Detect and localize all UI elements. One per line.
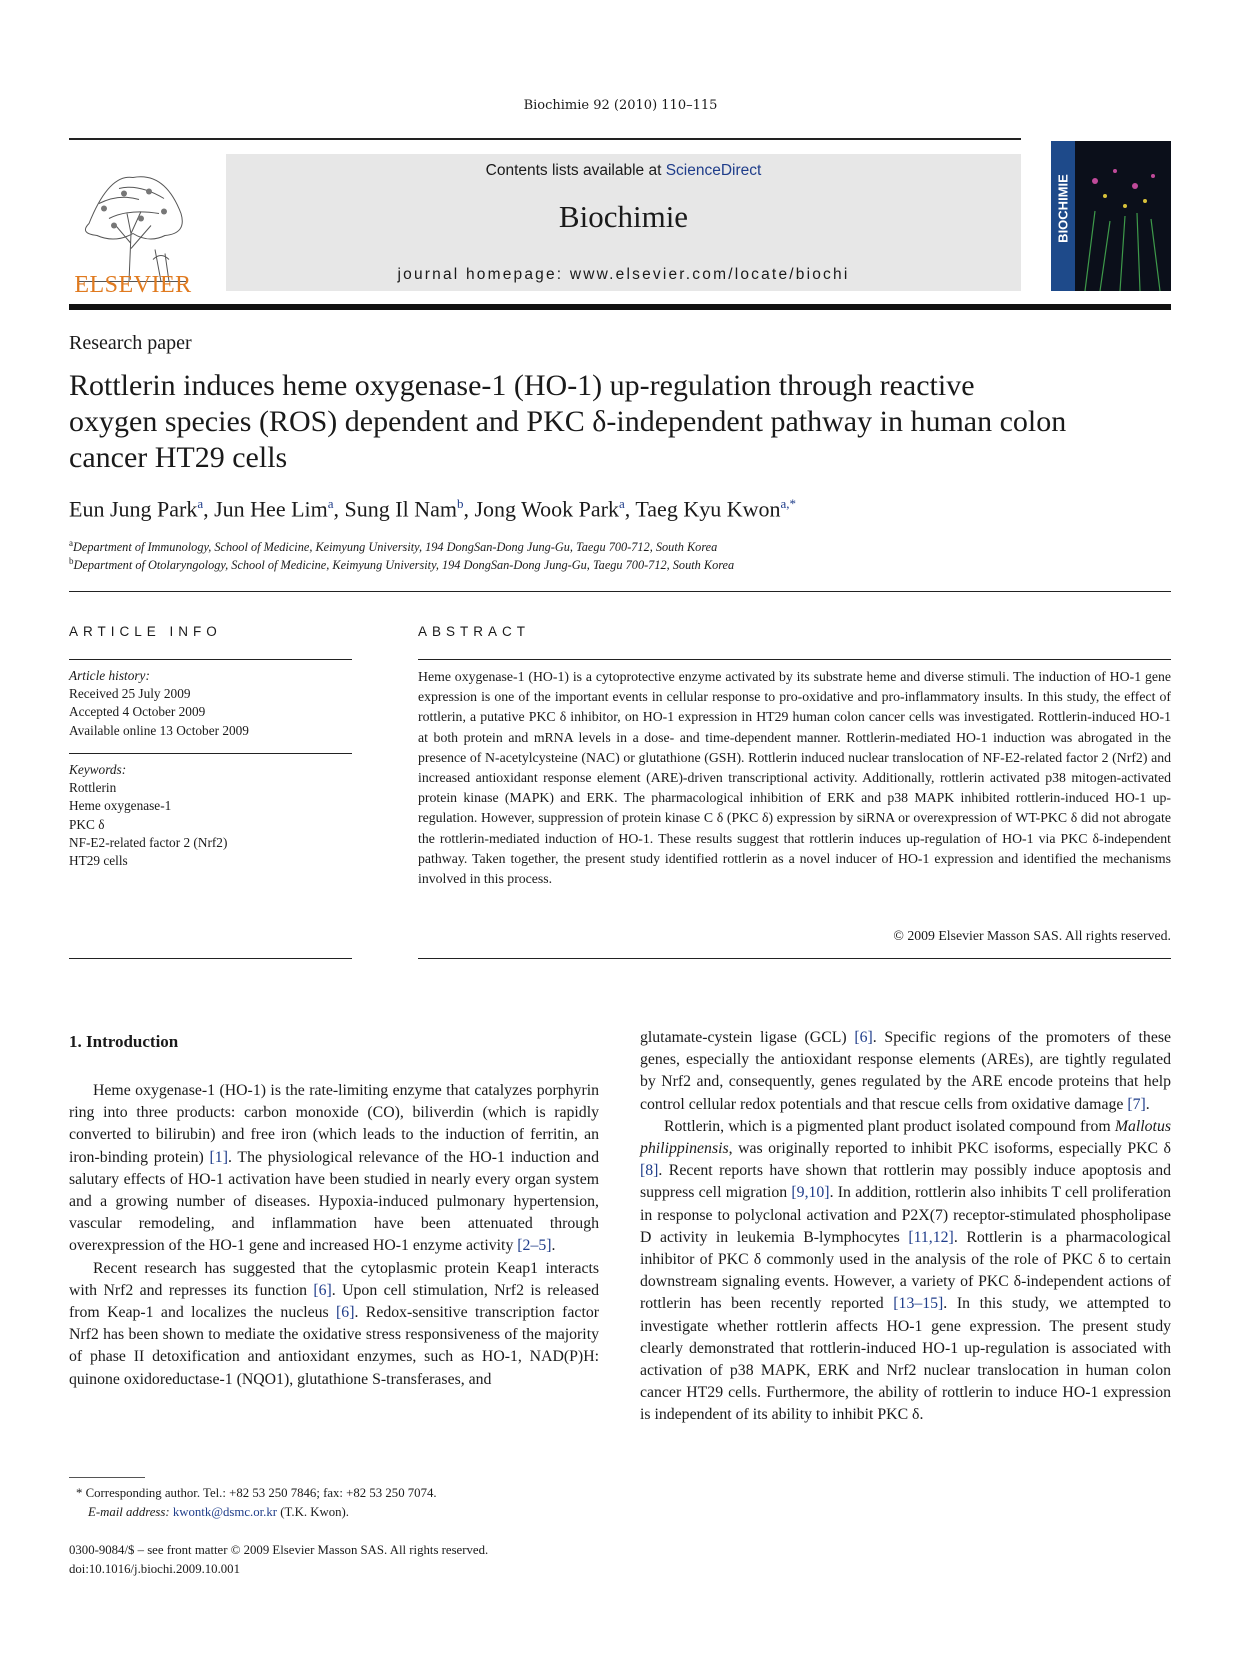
affiliation-marker: a: [69, 538, 73, 548]
keywords-label: Keywords:: [69, 762, 127, 777]
cover-art-icon: [1075, 141, 1171, 291]
article-info-rule: [69, 958, 352, 959]
footnote: [76, 1484, 606, 1521]
article-history: [69, 667, 352, 740]
contents-line: [226, 162, 1021, 180]
keywords: [69, 761, 352, 870]
abstract-rule: [418, 659, 1171, 660]
journal-name: Biochimie: [558, 199, 689, 234]
journal-homepage-link[interactable]: journal homepage: www.elsevier.com/locate/biochi: [397, 266, 850, 283]
affiliation-text: Department of Otolaryngology, School of Medicine, Keimyung University, 194 DongSan-Dong Jung-Gu, Taegu 700-712, South Korea: [73, 558, 735, 573]
abstract-text: Heme oxygenase-1 (HO-1) is a cytoprotective enzyme activated by its substrate heme and diverse stimuli. The induction of HO-1 gene expression is one of the important events in cellular response to pro-oxidative and pro-inflammatory insults. In this study, the effect of rottlerin, a putative PKC δ inhibitor, on HO-1 expression in HT29 human colon cancer cells was investigated. Rottlerin-induced HO-1 at both protein and mRNA levels in a dose- and time-dependent manner. Rottlerin-mediated HO-1 induction was abrogated in the presence of N-acetylcysteine (NAC) or glutathione (GSH). Rottlerin induced nuclear translocation of NF-E2-related factor 2 (Nrf2) and increased antioxidant response element (ARE)-driven transcriptional activity. Additionally, rottlerin activated p38 mitogen-activated protein kinase (MAPK) and ERK. The pharmacological inhibition of ERK and p38 MAPK inhibited rottlerin-induced HO-1 up-regulation. However, suppression of protein kinase C δ (PKC δ) expression by siRNA or overexpression of WT-PKC δ did not abrogate the rottlerin-mediated induction of HO-1. These results suggest that rottlerin induces up-regulation of HO-1 via PKC δ-independent pathway. Taken together, the present study identified rottlerin as a novel inducer of HO-1 expression and identified the mechanisms involved in this process.: [418, 669, 1171, 887]
author: Eun Jung Park: [69, 496, 198, 522]
italic-text: Mallotus philippinensis: [640, 1117, 1171, 1158]
front-matter: [69, 1541, 609, 1578]
author: Jun Hee Lim: [214, 496, 328, 522]
cover-spine: [1051, 141, 1075, 291]
keyword: HT29 cells: [69, 853, 128, 869]
body-text: . Redox-sensitive transcription factor Nrf2 has been shown to mediate the oxidative stress responsiveness of the majority of phase II detoxification and antioxidant enzymes, such as HO-1, NAD(P)H: quinone oxidoreductase-1 (NQO1), glutathione S-transferases, and: [69, 1304, 599, 1388]
history-accepted: Accepted 4 October 2009: [69, 704, 206, 720]
body-text: . The physiological relevance of the HO-1 induction and salutary effects of HO-1 activation have been studied in nearly every organ system and a growing number of diseases. Hypoxia-induced pulmonary hypertension, vascular remodeling, and inflammation have been attenuated through overexpression of the HO-1 gene and increased HO-1 enzyme activity: [69, 1148, 599, 1255]
citation-link[interactable]: [1]: [209, 1148, 228, 1166]
history-label: Article history:: [69, 668, 150, 683]
article-title: Rottlerin induces heme oxygenase-1 (HO-1) up-regulation through reactive oxygen species (ROS) dependent and PKC δ-independent pathway in human colon cancer HT29 cells: [69, 369, 1067, 474]
keyword: NF-E2-related factor 2 (Nrf2): [69, 834, 228, 850]
affiliation: [69, 556, 734, 573]
body-text: Rottlerin, which is a pigmented plant product isolated compound from: [664, 1117, 1115, 1135]
body-paragraph: [69, 1258, 599, 1391]
citation-link[interactable]: [6]: [336, 1304, 355, 1322]
affiliation-marker: b: [69, 556, 74, 566]
body-text: . Rottlerin is a pharmacological inhibitor of PKC δ commonly used in the analysis of the role of PKC δ to certain downstream signaling events. However, a variety of PKC δ-independent actions of rottlerin has been recently reported: [640, 1228, 1171, 1313]
body-text: . In this study, we attempted to investigate whether rottlerin affects HO-1 gene expression. The present study clearly demonstrated that rottlerin-induced HO-1 up-regulation is associated with activation of p38 MAPK, ERK and Nrf2 nuclear translocation in human colon cancer HT29 cells. Furthermore, the ability of rottlerin to induce HO-1 expression is independent of its ability to inhibit PKC δ.: [640, 1295, 1171, 1424]
keyword: Rottlerin: [69, 780, 117, 796]
cover-spine-title: BIOCHIMIE: [1055, 174, 1071, 243]
author: Sung Il Nam: [344, 496, 457, 522]
citation-link[interactable]: [7]: [1127, 1095, 1146, 1113]
journal-cover-image: [1051, 141, 1171, 291]
author: Jong Wook Park: [474, 496, 619, 522]
body-text: . Upon cell stimulation, Nrf2 is released from Keap-1 and localizes the nucleus: [69, 1281, 599, 1322]
body-text: , was originally reported to inhibit PKC isoforms, especially PKC δ: [728, 1140, 1171, 1158]
header-rule: [69, 138, 1021, 140]
body-text: Recent research has suggested that the cytoplasmic protein Keap1 interacts with Nrf2 and represses its function: [69, 1259, 599, 1299]
citation-link[interactable]: [8]: [640, 1162, 659, 1180]
introduction-heading: 1. Introduction: [69, 1032, 179, 1051]
email-suffix: (T.K. Kwon).: [280, 1504, 349, 1519]
body-paragraph: [640, 1027, 1171, 1116]
author-affil-marker[interactable]: b: [457, 496, 464, 511]
body-paragraph: [69, 1080, 599, 1258]
author-affil-marker[interactable]: a,*: [780, 496, 797, 511]
citation-link[interactable]: [6]: [854, 1029, 873, 1046]
affiliation: [69, 538, 717, 555]
article-info-rule: [69, 753, 352, 754]
article-info-rule: [69, 659, 352, 660]
section-rule: [69, 591, 1171, 592]
body-text: .: [1145, 1095, 1150, 1113]
citation-link[interactable]: [6]: [313, 1281, 332, 1299]
footnote-marker: *: [76, 1486, 83, 1500]
history-received: Received 25 July 2009: [69, 686, 191, 702]
sciencedirect-link[interactable]: ScienceDirect: [665, 162, 762, 179]
keyword: PKC δ: [69, 816, 105, 832]
body-text: Heme oxygenase-1 (HO-1) is the rate-limiting enzyme that catalyzes porphyrin ring into three products: carbon monoxide (CO), biliverdin (which is rapidly converted to bilirubin) and free iron (which leads to the induction of ferritin, an iron-binding protein): [69, 1082, 599, 1166]
citation-link[interactable]: [2–5]: [517, 1237, 552, 1255]
abstract-rule: [418, 958, 1171, 959]
abstract-copyright: © 2009 Elsevier Masson SAS. All rights reserved.: [893, 928, 1171, 943]
doi-line[interactable]: doi:10.1016/j.biochi.2009.10.001: [69, 1561, 240, 1576]
author-affil-marker[interactable]: a: [619, 496, 625, 511]
abstract-heading: ABSTRACT: [418, 624, 531, 639]
author-affil-marker[interactable]: a: [197, 496, 204, 511]
journal-reference: Biochimie 92 (2010) 110–115: [523, 98, 718, 113]
body-paragraph: [640, 1116, 1171, 1427]
contents-prefix: Contents lists available at: [485, 162, 666, 179]
body-text: .: [551, 1237, 556, 1255]
body-text: glutamate-cystein ligase (GCL): [640, 1029, 855, 1046]
email-link[interactable]: kwontk@dsmc.or.kr: [172, 1504, 278, 1519]
journal-banner: [226, 154, 1021, 291]
body-text: . Recent reports have shown that rottlerin may possibly induce apoptosis and suppress cell migration: [640, 1162, 1171, 1202]
keyword: Heme oxygenase-1: [69, 798, 172, 814]
issn-line: 0300-9084/$ – see front matter © 2009 Elsevier Masson SAS. All rights reserved.: [69, 1543, 489, 1557]
email-line: [76, 1503, 606, 1522]
article-info-heading: ARTICLE INFO: [69, 624, 222, 639]
affiliation-text: Department of Immunology, School of Medicine, Keimyung University, 194 DongSan-Dong Jung-Gu, Taegu 700-712, South Korea: [73, 540, 718, 555]
body-text: . Specific regions of the promoters of these genes, especially the antioxidant response elements (AREs), are tightly regulated by Nrf2 and, consequently, genes regulated by the ARE encode proteins that help control cellular redox potentials and that rescue cells from oxidative damage: [640, 1029, 1171, 1113]
article-type: Research paper: [69, 332, 192, 354]
header-thick-rule: [69, 304, 1171, 310]
citation-link[interactable]: [9,10]: [791, 1184, 830, 1202]
author-list: Eun Jung Park$^a$, Jun Hee Lim$^a$, Sung Il Nam$^b$, Jong Wook Park$^a$, Taeg Kyu Kwon$^{a,*}$: [69, 496, 797, 522]
email-label: E-mail address:: [88, 1504, 170, 1519]
author: Taeg Kyu Kwon: [635, 496, 781, 522]
citation-link[interactable]: [11,12]: [908, 1228, 954, 1246]
elsevier-wordmark: ELSEVIER: [74, 272, 192, 298]
citation-link[interactable]: [13–15]: [893, 1295, 944, 1313]
corresponding-author-note: [76, 1484, 606, 1503]
footnote-rule: [69, 1477, 145, 1478]
corresponding-author-text: Corresponding author. Tel.: +82 53 250 7846; fax: +82 53 250 7074.: [85, 1486, 437, 1500]
body-text: . In addition, rottlerin also inhibits T cell proliferation in response to polyclonal activation and P2X(7) receptor-stimulated phospholipase D activity in leukemia B-lymphocytes: [640, 1184, 1171, 1246]
body-column-left: [69, 1080, 599, 1391]
body-column-right: [640, 1027, 1171, 1427]
history-online: Available online 13 October 2009: [69, 722, 249, 738]
author-affil-marker[interactable]: a: [327, 496, 334, 511]
